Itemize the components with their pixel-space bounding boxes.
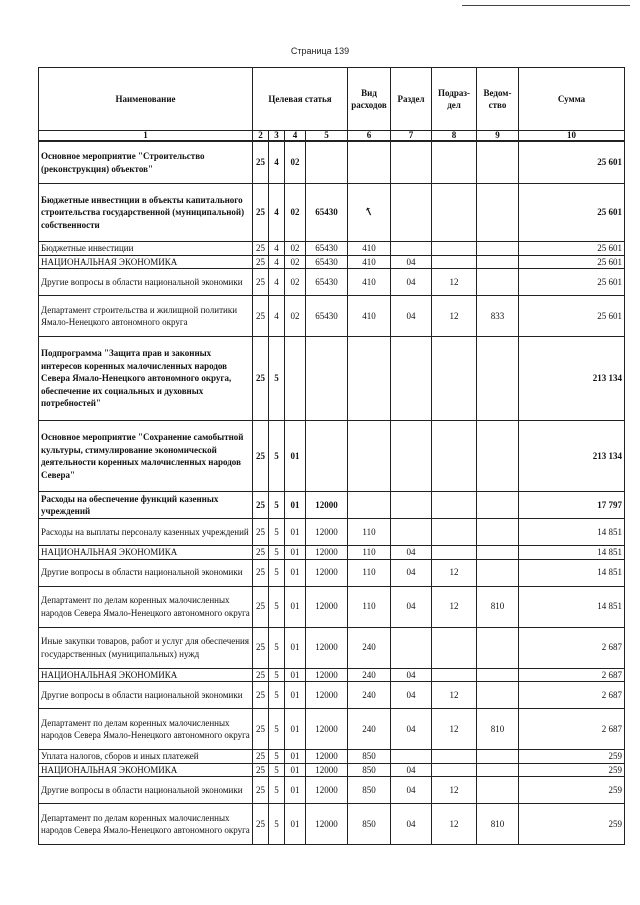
cell-target-program: 25 — [253, 255, 269, 269]
cell-section: 04 — [391, 682, 432, 709]
cell-expense-type: 410 — [348, 296, 391, 337]
cell-target-direction: 12000 — [306, 682, 348, 709]
cell-section — [391, 242, 432, 256]
cell-target-program: 25 — [253, 242, 269, 256]
cell-section: 04 — [391, 255, 432, 269]
cell-expense-type: 110 — [348, 519, 391, 546]
cell-target-direction: 12000 — [306, 763, 348, 777]
cell-target-activity: 01 — [285, 586, 306, 627]
cell-department — [477, 184, 519, 242]
cell-name: Иные закупки товаров, работ и услуг для обеспечения государственных (муниципальных) нужд — [39, 627, 253, 668]
cell-target-program: 25 — [253, 586, 269, 627]
cell-subsection — [432, 337, 477, 421]
cell-section — [391, 141, 432, 184]
cell-department — [477, 668, 519, 682]
page-number-label: Страница 139 — [290, 46, 350, 56]
cell-expense-type: 850 — [348, 804, 391, 845]
cell-subsection — [432, 519, 477, 546]
column-number: 1 — [39, 131, 253, 142]
table-row — [39, 269, 625, 296]
column-number: 10 — [519, 131, 625, 142]
cell-target-direction: 12000 — [306, 709, 348, 750]
column-number: 9 — [477, 131, 519, 142]
cell-target-subprogram: 5 — [269, 709, 285, 750]
top-rule — [462, 5, 630, 6]
cell-expense-type: 240 — [348, 709, 391, 750]
cell-target-activity: 02 — [285, 184, 306, 242]
cell-target-activity: 01 — [285, 750, 306, 764]
cell-expense-type: 850 — [348, 750, 391, 764]
cell-target-activity: 01 — [285, 763, 306, 777]
cell-amount: 2 687 — [519, 668, 625, 682]
cell-section: 04 — [391, 777, 432, 804]
cell-target-subprogram: 5 — [269, 559, 285, 586]
cell-target-direction — [306, 421, 348, 492]
cell-target-direction — [306, 337, 348, 421]
cell-amount: 213 134 — [519, 421, 625, 492]
cell-department — [477, 546, 519, 560]
table-row — [39, 750, 625, 764]
header-vedom: Ведом-ство — [477, 68, 519, 131]
cell-name: НАЦИОНАЛЬНАЯ ЭКОНОМИКА — [39, 763, 253, 777]
cell-target-subprogram: 5 — [269, 337, 285, 421]
table-row — [39, 519, 625, 546]
cell-amount: 14 851 — [519, 559, 625, 586]
cell-section: 04 — [391, 709, 432, 750]
cell-target-program: 25 — [253, 296, 269, 337]
cell-department: 810 — [477, 804, 519, 845]
cell-subsection: 12 — [432, 777, 477, 804]
cell-expense-type: 110 — [348, 586, 391, 627]
cell-target-subprogram: 5 — [269, 750, 285, 764]
table-row — [39, 777, 625, 804]
cell-subsection — [432, 242, 477, 256]
cell-expense-type: 240 — [348, 668, 391, 682]
cell-department: 833 — [477, 296, 519, 337]
table-row — [39, 559, 625, 586]
table-body — [39, 141, 625, 845]
cell-target-activity: 01 — [285, 804, 306, 845]
cell-section: 04 — [391, 586, 432, 627]
cell-subsection — [432, 421, 477, 492]
cell-target-subprogram: 5 — [269, 668, 285, 682]
cell-name: Другие вопросы в области национальной экономики — [39, 559, 253, 586]
cell-target-activity: 01 — [285, 492, 306, 519]
header-target: Целевая статья — [253, 68, 348, 131]
cell-section — [391, 519, 432, 546]
cell-target-subprogram: 5 — [269, 763, 285, 777]
cell-name: Другие вопросы в области национальной экономики — [39, 682, 253, 709]
cell-name: Департамент по делам коренных малочисленных народов Севера Ямало-Ненецкого автономного округа — [39, 804, 253, 845]
cell-department — [477, 750, 519, 764]
cell-target-activity: 02 — [285, 255, 306, 269]
table-row — [39, 296, 625, 337]
cell-target-subprogram: 4 — [269, 269, 285, 296]
cell-target-program: 25 — [253, 763, 269, 777]
cell-expense-type: 410 — [348, 255, 391, 269]
cell-expense-type: 410 — [348, 242, 391, 256]
cell-target-subprogram: 5 — [269, 519, 285, 546]
cell-amount: 25 601 — [519, 255, 625, 269]
cell-section — [391, 627, 432, 668]
cell-amount: 25 601 — [519, 184, 625, 242]
cell-department — [477, 337, 519, 421]
cell-department — [477, 682, 519, 709]
header-row — [39, 68, 625, 131]
cell-target-direction: 12000 — [306, 777, 348, 804]
cell-department: 810 — [477, 586, 519, 627]
cell-target-direction: 12000 — [306, 750, 348, 764]
cell-amount: 2 687 — [519, 627, 625, 668]
cell-target-activity — [285, 337, 306, 421]
cell-subsection — [432, 763, 477, 777]
cell-amount: 14 851 — [519, 546, 625, 560]
cell-section — [391, 184, 432, 242]
cell-subsection — [432, 141, 477, 184]
cell-subsection — [432, 750, 477, 764]
cell-target-activity: 02 — [285, 296, 306, 337]
cell-target-subprogram: 5 — [269, 777, 285, 804]
cell-department — [477, 519, 519, 546]
cell-section — [391, 421, 432, 492]
cell-target-program: 25 — [253, 492, 269, 519]
table-row — [39, 668, 625, 682]
table-row — [39, 492, 625, 519]
cell-amount: 259 — [519, 777, 625, 804]
cell-amount: 17 797 — [519, 492, 625, 519]
cell-target-subprogram: 5 — [269, 492, 285, 519]
cell-name: Подпрограмма "Защита прав и законных интересов коренных малочисленных народов Севера Ямало-Ненецкого автономного округа, обеспечение их социальных и духовных потребностей" — [39, 337, 253, 421]
table-row — [39, 184, 625, 242]
cell-name: Другие вопросы в области национальной экономики — [39, 269, 253, 296]
cell-target-activity: 02 — [285, 269, 306, 296]
cell-target-subprogram: 5 — [269, 804, 285, 845]
cell-department — [477, 141, 519, 184]
cell-expense-type — [348, 492, 391, 519]
cell-section: 04 — [391, 763, 432, 777]
cell-target-direction: 12000 — [306, 668, 348, 682]
cell-target-direction: 65430 — [306, 242, 348, 256]
cell-section: 04 — [391, 559, 432, 586]
cell-subsection — [432, 668, 477, 682]
table-row — [39, 421, 625, 492]
cell-target-program: 25 — [253, 750, 269, 764]
table-row — [39, 627, 625, 668]
table-row — [39, 709, 625, 750]
cell-target-activity: 02 — [285, 242, 306, 256]
cell-expense-type: 110 — [348, 559, 391, 586]
column-number-row — [39, 131, 625, 142]
cell-amount: 14 851 — [519, 519, 625, 546]
cell-expense-type: 850 — [348, 763, 391, 777]
cell-target-subprogram: 5 — [269, 627, 285, 668]
cell-amount: 14 851 — [519, 586, 625, 627]
cell-section — [391, 492, 432, 519]
cell-department — [477, 242, 519, 256]
cell-target-activity: 02 — [285, 141, 306, 184]
cell-section: 04 — [391, 546, 432, 560]
cell-amount: 259 — [519, 763, 625, 777]
cell-department — [477, 559, 519, 586]
cell-name: Департамент по делам коренных малочисленных народов Севера Ямало-Ненецкого автономного округа — [39, 709, 253, 750]
column-number: 5 — [306, 131, 348, 142]
cell-department — [477, 492, 519, 519]
cell-target-program: 25 — [253, 421, 269, 492]
cell-section: 04 — [391, 668, 432, 682]
cell-target-activity: 01 — [285, 682, 306, 709]
cell-target-activity: 01 — [285, 546, 306, 560]
cell-subsection — [432, 546, 477, 560]
cell-target-direction: 65430 — [306, 296, 348, 337]
cell-target-program: 25 — [253, 627, 269, 668]
cell-target-activity: 01 — [285, 668, 306, 682]
header-vid: Вид расходов — [348, 68, 391, 131]
cell-target-program: 25 — [253, 337, 269, 421]
cell-target-program: 25 — [253, 519, 269, 546]
cell-section: 04 — [391, 269, 432, 296]
cell-section: 04 — [391, 296, 432, 337]
cell-target-activity: 01 — [285, 519, 306, 546]
cell-subsection: 12 — [432, 709, 477, 750]
cell-amount: 2 687 — [519, 682, 625, 709]
cell-name: Расходы на обеспечение функций казенных учреждений — [39, 492, 253, 519]
cell-section — [391, 337, 432, 421]
cell-name: Основное мероприятие "Сохранение самобытной культуры, стимулирование экономической деятельности коренных малочисленных народов Севера" — [39, 421, 253, 492]
header-summa: Сумма — [519, 68, 625, 131]
cell-target-direction: 65430 — [306, 269, 348, 296]
cell-amount: 2 687 — [519, 709, 625, 750]
cell-target-program: 25 — [253, 559, 269, 586]
cell-amount: 25 601 — [519, 269, 625, 296]
cell-target-program: 25 — [253, 141, 269, 184]
table-row — [39, 763, 625, 777]
cell-expense-type — [348, 184, 391, 242]
cell-target-direction: 12000 — [306, 627, 348, 668]
cell-name: Уплата налогов, сборов и иных платежей — [39, 750, 253, 764]
cell-name: Департамент строительства и жилищной политики Ямало-Ненецкого автономного округа — [39, 296, 253, 337]
cell-target-subprogram: 4 — [269, 242, 285, 256]
cell-target-program: 25 — [253, 804, 269, 845]
cell-subsection — [432, 184, 477, 242]
header-podrazdel: Подраз-дел — [432, 68, 477, 131]
budget-table — [38, 67, 625, 845]
cell-expense-type — [348, 337, 391, 421]
cell-amount: 259 — [519, 750, 625, 764]
table-row — [39, 546, 625, 560]
header-razdel: Раздел — [391, 68, 432, 131]
column-number: 8 — [432, 131, 477, 142]
cell-department — [477, 763, 519, 777]
table-row — [39, 586, 625, 627]
cell-name: Расходы на выплаты персоналу казенных учреждений — [39, 519, 253, 546]
cell-subsection: 12 — [432, 296, 477, 337]
cell-target-program: 25 — [253, 184, 269, 242]
cell-target-subprogram: 5 — [269, 421, 285, 492]
table-row — [39, 804, 625, 845]
column-number: 4 — [285, 131, 306, 142]
cell-subsection: 12 — [432, 586, 477, 627]
column-number: 6 — [348, 131, 391, 142]
cell-department — [477, 421, 519, 492]
column-number: 7 — [391, 131, 432, 142]
cell-amount: 25 601 — [519, 141, 625, 184]
cell-target-activity: 01 — [285, 421, 306, 492]
column-number: 2 — [253, 131, 269, 142]
cell-expense-type — [348, 141, 391, 184]
table-row — [39, 682, 625, 709]
cell-expense-type: 850 — [348, 777, 391, 804]
cell-target-activity: 01 — [285, 777, 306, 804]
table-row — [39, 255, 625, 269]
cell-subsection: 12 — [432, 269, 477, 296]
table-row — [39, 337, 625, 421]
cell-amount: 25 601 — [519, 242, 625, 256]
cell-name: Бюджетные инвестиции в объекты капитального строительства государственной (муниципальной) собственности — [39, 184, 253, 242]
cell-target-activity: 01 — [285, 627, 306, 668]
cell-amount: 259 — [519, 804, 625, 845]
cell-target-subprogram: 4 — [269, 255, 285, 269]
cell-name: НАЦИОНАЛЬНАЯ ЭКОНОМИКА — [39, 668, 253, 682]
cell-name: НАЦИОНАЛЬНАЯ ЭКОНОМИКА — [39, 546, 253, 560]
cell-target-program: 25 — [253, 546, 269, 560]
column-number: 3 — [269, 131, 285, 142]
cell-target-direction: 12000 — [306, 586, 348, 627]
cell-expense-type: 410 — [348, 269, 391, 296]
cell-department: 810 — [477, 709, 519, 750]
cell-department — [477, 269, 519, 296]
cell-expense-type: 240 — [348, 627, 391, 668]
cell-department — [477, 255, 519, 269]
cell-target-subprogram: 5 — [269, 546, 285, 560]
cell-target-program: 25 — [253, 777, 269, 804]
cell-subsection — [432, 627, 477, 668]
cell-target-direction: 12000 — [306, 492, 348, 519]
cell-target-program: 25 — [253, 668, 269, 682]
cell-target-direction — [306, 141, 348, 184]
cell-expense-type — [348, 421, 391, 492]
cell-target-direction: 12000 — [306, 804, 348, 845]
pen-mark: ↖ — [362, 205, 376, 220]
cell-subsection — [432, 492, 477, 519]
cell-subsection: 12 — [432, 804, 477, 845]
cell-target-program: 25 — [253, 269, 269, 296]
cell-subsection: 12 — [432, 682, 477, 709]
header-name: Наименование — [39, 68, 253, 131]
cell-section: 04 — [391, 804, 432, 845]
cell-subsection: 12 — [432, 559, 477, 586]
cell-target-activity: 01 — [285, 709, 306, 750]
cell-department — [477, 777, 519, 804]
cell-target-subprogram: 4 — [269, 184, 285, 242]
table-row — [39, 141, 625, 184]
cell-target-subprogram: 5 — [269, 586, 285, 627]
cell-name: Департамент по делам коренных малочисленных народов Севера Ямало-Ненецкого автономного округа — [39, 586, 253, 627]
cell-target-direction: 12000 — [306, 546, 348, 560]
cell-target-subprogram: 5 — [269, 682, 285, 709]
cell-subsection — [432, 255, 477, 269]
cell-target-subprogram: 4 — [269, 296, 285, 337]
cell-expense-type: 240 — [348, 682, 391, 709]
cell-target-direction: 12000 — [306, 519, 348, 546]
table-row — [39, 242, 625, 256]
cell-target-program: 25 — [253, 709, 269, 750]
cell-target-direction: 65430 — [306, 184, 348, 242]
cell-target-direction: 12000 — [306, 559, 348, 586]
cell-target-program: 25 — [253, 682, 269, 709]
cell-target-activity: 01 — [285, 559, 306, 586]
cell-name: Основное мероприятие "Строительство (реконструкция) объектов" — [39, 141, 253, 184]
cell-section — [391, 750, 432, 764]
cell-expense-type: 110 — [348, 546, 391, 560]
cell-amount: 25 601 — [519, 296, 625, 337]
cell-amount: 213 134 — [519, 337, 625, 421]
cell-name: НАЦИОНАЛЬНАЯ ЭКОНОМИКА — [39, 255, 253, 269]
cell-department — [477, 627, 519, 668]
cell-target-subprogram: 4 — [269, 141, 285, 184]
cell-name: Другие вопросы в области национальной экономики — [39, 777, 253, 804]
cell-target-direction: 65430 — [306, 255, 348, 269]
cell-name: Бюджетные инвестиции — [39, 242, 253, 256]
